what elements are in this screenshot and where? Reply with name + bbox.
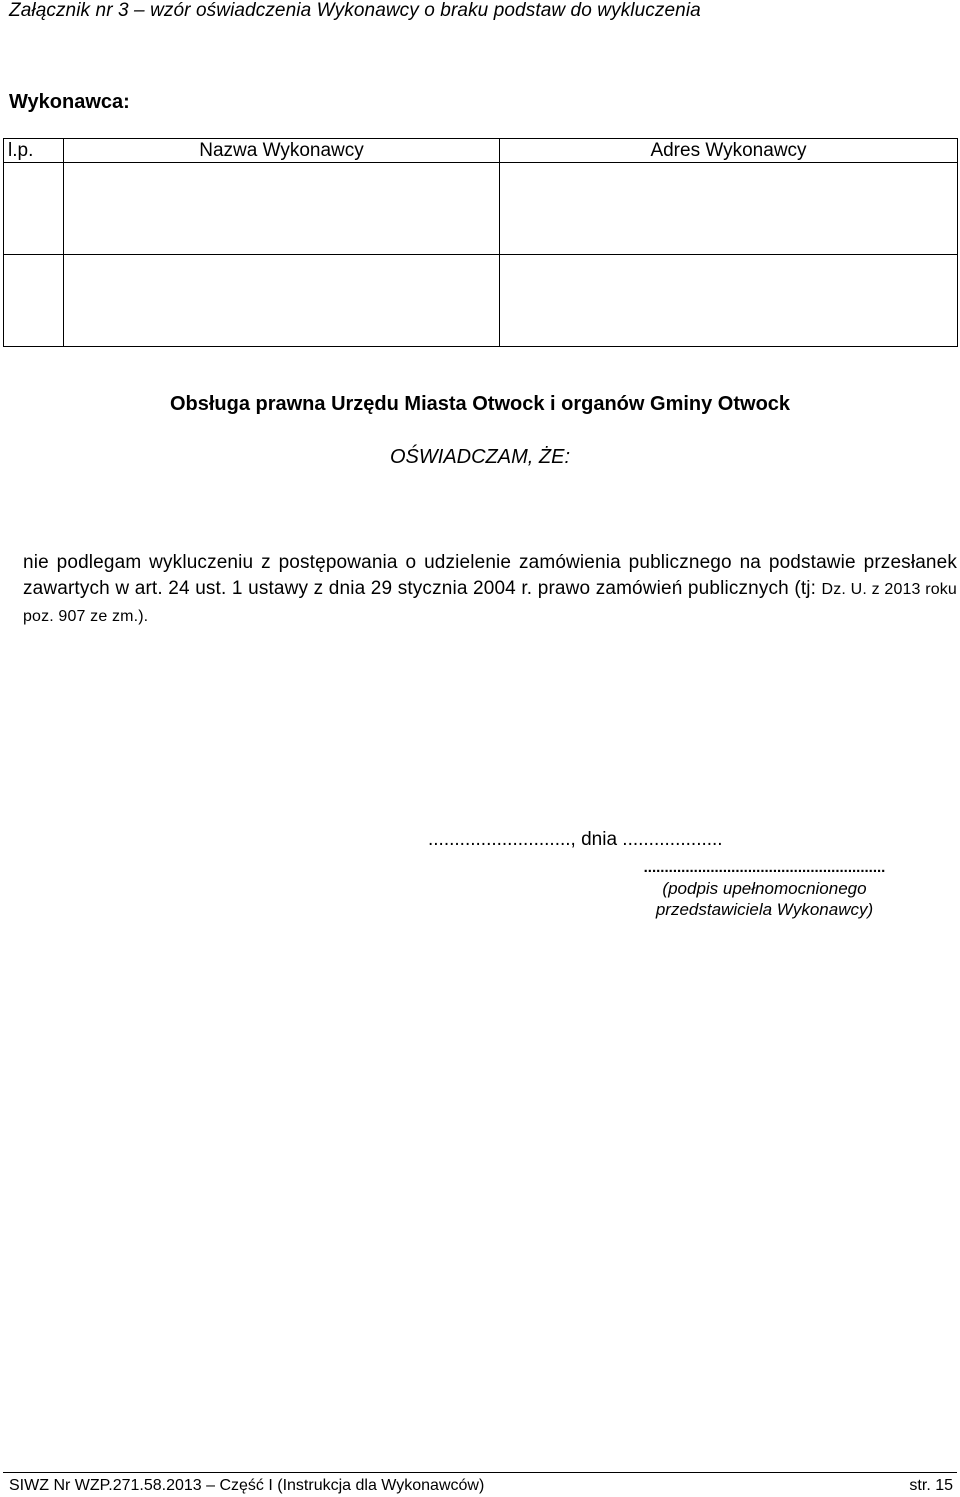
column-header-name: Nazwa Wykonawcy bbox=[64, 139, 500, 163]
footer-divider bbox=[3, 1472, 957, 1473]
table-cell-address[interactable] bbox=[500, 255, 958, 347]
table-row bbox=[4, 255, 958, 347]
signature-caption bbox=[597, 878, 932, 920]
footer-document-reference: SIWZ Nr WZP.271.58.2013 – Część I (Instrukcja dla Wykonawców) bbox=[9, 1477, 485, 1494]
contractor-table bbox=[3, 138, 958, 347]
table-header-row bbox=[4, 139, 958, 163]
column-header-address: Adres Wykonawcy bbox=[500, 139, 958, 163]
signature-line: .......................................................... bbox=[643, 859, 886, 876]
recipient-name: Obsługa prawna Urzędu Miasta Otwock i organów Gminy Otwock bbox=[169, 393, 791, 415]
declaration-text bbox=[23, 550, 957, 630]
declaration-heading: OŚWIADCZAM, ŻE: bbox=[390, 446, 570, 468]
table-row bbox=[4, 163, 958, 255]
place-date-field: ..........................., dnia ................... bbox=[428, 829, 723, 850]
table-cell-address[interactable] bbox=[500, 163, 958, 255]
table-cell-lp[interactable] bbox=[4, 255, 64, 347]
table-cell-name[interactable] bbox=[64, 255, 500, 347]
column-header-lp: l.p. bbox=[4, 139, 64, 163]
footer-page-number: str. 15 bbox=[909, 1477, 953, 1494]
page-header-title: Załącznik nr 3 – wzór oświadczenia Wykonawcy o braku podstaw do wykluczenia bbox=[9, 0, 701, 21]
table-cell-lp[interactable] bbox=[4, 163, 64, 255]
contractor-label: Wykonawca: bbox=[9, 91, 130, 113]
table-cell-name[interactable] bbox=[64, 163, 500, 255]
signature-caption-line-1: (podpis upełnomocnionego bbox=[662, 879, 867, 898]
declaration-legal-reference: Dz. U. z 2013 roku poz. 907 ze zm.). bbox=[23, 581, 957, 625]
signature-caption-line-2: przedstawiciela Wykonawcy) bbox=[655, 900, 874, 919]
declaration-main-text: nie podlegam wykluczeniu z postępowania o udzielenie zamówienia publicznego na podstawie przesłanek zawartych w art. 24 ust. 1 ustawy z dnia 29 stycznia 2004 r. prawo zamówień publicznych (tj: bbox=[23, 552, 957, 599]
